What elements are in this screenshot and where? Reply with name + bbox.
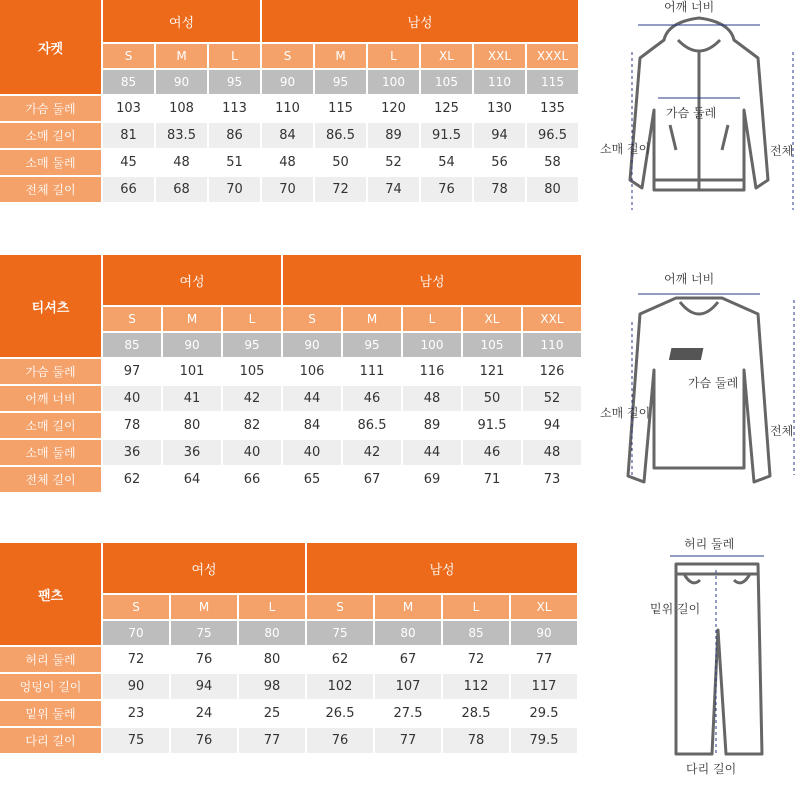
table-cell: 26.5 [307,701,375,728]
table-row [0,728,579,755]
size-number: 90 [262,70,315,96]
table-cell: 72 [103,647,171,674]
table-cell: 86.5 [343,413,403,440]
table-cell: 74 [368,177,421,204]
table-cell: 23 [103,701,171,728]
table-cell: 90 [103,674,171,701]
jacket-sleeve-label: 소매 길이 [600,142,651,156]
row-label: 전체 길이 [0,467,103,494]
size-header: L [403,307,463,333]
table-cell: 52 [368,150,421,177]
size-header: L [368,44,421,70]
table-cell: 83.5 [156,123,209,150]
table-cell: 106 [283,359,343,386]
size-header: S [283,307,343,333]
jacket-size-table [0,0,580,204]
table-cell: 78 [474,177,527,204]
size-number: 110 [474,70,527,96]
size-number: 80 [239,621,307,647]
table-cell: 72 [315,177,368,204]
size-number: 105 [463,333,523,359]
table-cell: 68 [156,177,209,204]
table-cell: 45 [103,150,156,177]
table-cell: 80 [163,413,223,440]
tshirt-chest-label: 가슴 둘레 [688,376,739,390]
table-cell: 66 [103,177,156,204]
table-cell: 84 [262,123,315,150]
table-cell: 94 [523,413,583,440]
size-header: M [171,595,239,621]
row-label: 소매 둘레 [0,440,103,467]
size-number: 95 [209,70,262,96]
row-label: 어깨 너비 [0,386,103,413]
table-cell: 50 [315,150,368,177]
row-label: 소매 둘레 [0,150,103,177]
table-cell: 121 [463,359,523,386]
size-number: 105 [421,70,474,96]
women-group-header: 여성 [103,543,307,595]
table-cell: 66 [223,467,283,494]
jacket-shoulder-label: 어깨 너비 [664,0,715,14]
tshirt-shoulder-label: 어깨 너비 [664,272,715,286]
table-cell: 48 [523,440,583,467]
category-header: 자켓 [0,0,103,96]
size-number: 95 [315,70,368,96]
table-cell: 105 [223,359,283,386]
row-label: 소매 길이 [0,123,103,150]
table-cell: 76 [307,728,375,755]
tshirt-sleeve-label: 소매 길이 [600,406,651,420]
size-number: 110 [523,333,583,359]
table-cell: 98 [239,674,307,701]
table-cell: 25 [239,701,307,728]
row-label: 가슴 둘레 [0,96,103,123]
pants-rise-label: 밑위 길이 [650,602,701,616]
table-cell: 116 [403,359,463,386]
size-number: 85 [103,333,163,359]
table-cell: 27.5 [375,701,443,728]
table-cell: 126 [523,359,583,386]
table-cell: 81 [103,123,156,150]
size-number: 75 [171,621,239,647]
jacket-chest-label: 가슴 둘레 [666,106,717,120]
table-row [0,177,580,204]
table-cell: 46 [343,386,403,413]
size-header: M [375,595,443,621]
table-cell: 111 [343,359,403,386]
women-group-header: 여성 [103,255,283,307]
table-cell: 130 [474,96,527,123]
table-cell: 44 [403,440,463,467]
pants-outline-icon [640,540,780,790]
pants-diagram [640,537,780,790]
size-number: 90 [163,333,223,359]
table-cell: 78 [103,413,163,440]
tshirt-diagram [598,270,800,485]
size-number: 100 [368,70,421,96]
men-group-header: 남성 [307,543,579,595]
table-cell: 40 [223,440,283,467]
table-cell: 54 [421,150,474,177]
size-header: S [307,595,375,621]
jacket-total-label: 전체 [770,144,794,158]
table-cell: 48 [403,386,463,413]
table-row [0,440,583,467]
size-header: L [239,595,307,621]
size-header: XXXL [527,44,580,70]
women-group-header: 여성 [103,0,262,44]
category-header: 티셔츠 [0,255,103,359]
size-number: 95 [343,333,403,359]
table-row [0,359,583,386]
table-row [0,413,583,440]
table-cell: 89 [368,123,421,150]
table-cell: 51 [209,150,262,177]
size-header: S [103,307,163,333]
table-cell: 115 [315,96,368,123]
size-header: L [209,44,262,70]
table-row [0,467,583,494]
table-cell: 50 [463,386,523,413]
size-header: M [343,307,403,333]
table-cell: 108 [156,96,209,123]
table-cell: 75 [103,728,171,755]
table-cell: 56 [474,150,527,177]
size-number: 95 [223,333,283,359]
table-cell: 58 [527,150,580,177]
jacket-diagram [598,0,800,215]
tshirt-size-table [0,255,583,494]
table-cell: 65 [283,467,343,494]
table-cell: 102 [307,674,375,701]
table-cell: 42 [223,386,283,413]
table-cell: 77 [511,647,579,674]
table-cell: 91.5 [463,413,523,440]
table-row [0,150,580,177]
table-cell: 40 [283,440,343,467]
table-cell: 67 [375,647,443,674]
men-group-header: 남성 [283,255,583,307]
size-header: L [223,307,283,333]
pants-size-table [0,543,579,755]
pants-waist-label: 허리 둘레 [684,537,735,551]
table-cell: 29.5 [511,701,579,728]
size-header: M [163,307,223,333]
table-cell: 76 [421,177,474,204]
size-number: 80 [375,621,443,647]
row-label: 엉덩이 길이 [0,674,103,701]
table-cell: 77 [375,728,443,755]
size-number: 100 [403,333,463,359]
size-number: 115 [527,70,580,96]
table-cell: 62 [307,647,375,674]
table-cell: 70 [262,177,315,204]
men-group-header: 남성 [262,0,580,44]
table-cell: 69 [403,467,463,494]
category-header: 팬츠 [0,543,103,647]
table-row [0,647,579,674]
table-cell: 110 [262,96,315,123]
row-label: 밑위 둘레 [0,701,103,728]
table-cell: 84 [283,413,343,440]
table-cell: 107 [375,674,443,701]
table-row [0,386,583,413]
size-header: L [443,595,511,621]
table-cell: 112 [443,674,511,701]
table-cell: 62 [103,467,163,494]
size-header: S [103,595,171,621]
table-cell: 113 [209,96,262,123]
size-header: XL [463,307,523,333]
row-label: 소매 길이 [0,413,103,440]
size-header: XXL [474,44,527,70]
table-cell: 28.5 [443,701,511,728]
table-cell: 76 [171,728,239,755]
row-label: 전체 길이 [0,177,103,204]
table-cell: 101 [163,359,223,386]
size-header: M [156,44,209,70]
size-header: XL [511,595,579,621]
size-number: 75 [307,621,375,647]
table-cell: 86.5 [315,123,368,150]
table-cell: 89 [403,413,463,440]
tshirt-total-label: 전체 [770,424,794,438]
size-header: XL [421,44,474,70]
table-cell: 24 [171,701,239,728]
table-row [0,674,579,701]
size-number: 85 [103,70,156,96]
table-cell: 42 [343,440,403,467]
size-number: 90 [283,333,343,359]
row-label: 가슴 둘레 [0,359,103,386]
table-cell: 64 [163,467,223,494]
table-cell: 71 [463,467,523,494]
table-cell: 72 [443,647,511,674]
size-number: 90 [156,70,209,96]
size-header: M [315,44,368,70]
table-cell: 67 [343,467,403,494]
table-cell: 82 [223,413,283,440]
table-cell: 120 [368,96,421,123]
table-cell: 79.5 [511,728,579,755]
size-header: S [262,44,315,70]
table-cell: 91.5 [421,123,474,150]
table-cell: 86 [209,123,262,150]
size-header: XXL [523,307,583,333]
size-header: S [103,44,156,70]
table-cell: 125 [421,96,474,123]
row-label: 다리 길이 [0,728,103,755]
table-cell: 52 [523,386,583,413]
table-row [0,96,580,123]
table-cell: 41 [163,386,223,413]
table-cell: 80 [527,177,580,204]
table-cell: 36 [163,440,223,467]
table-cell: 48 [262,150,315,177]
size-number: 70 [103,621,171,647]
table-row [0,701,579,728]
table-cell: 77 [239,728,307,755]
table-cell: 80 [239,647,307,674]
table-cell: 73 [523,467,583,494]
table-cell: 48 [156,150,209,177]
row-label: 허리 둘레 [0,647,103,674]
pants-leg-label: 다리 길이 [686,762,737,776]
table-cell: 40 [103,386,163,413]
table-cell: 94 [474,123,527,150]
table-cell: 96.5 [527,123,580,150]
table-cell: 117 [511,674,579,701]
table-row [0,123,580,150]
table-cell: 46 [463,440,523,467]
table-cell: 97 [103,359,163,386]
size-number: 90 [511,621,579,647]
table-cell: 76 [171,647,239,674]
table-cell: 94 [171,674,239,701]
table-cell: 44 [283,386,343,413]
table-cell: 78 [443,728,511,755]
table-cell: 70 [209,177,262,204]
size-number: 85 [443,621,511,647]
table-cell: 36 [103,440,163,467]
table-cell: 103 [103,96,156,123]
table-cell: 135 [527,96,580,123]
